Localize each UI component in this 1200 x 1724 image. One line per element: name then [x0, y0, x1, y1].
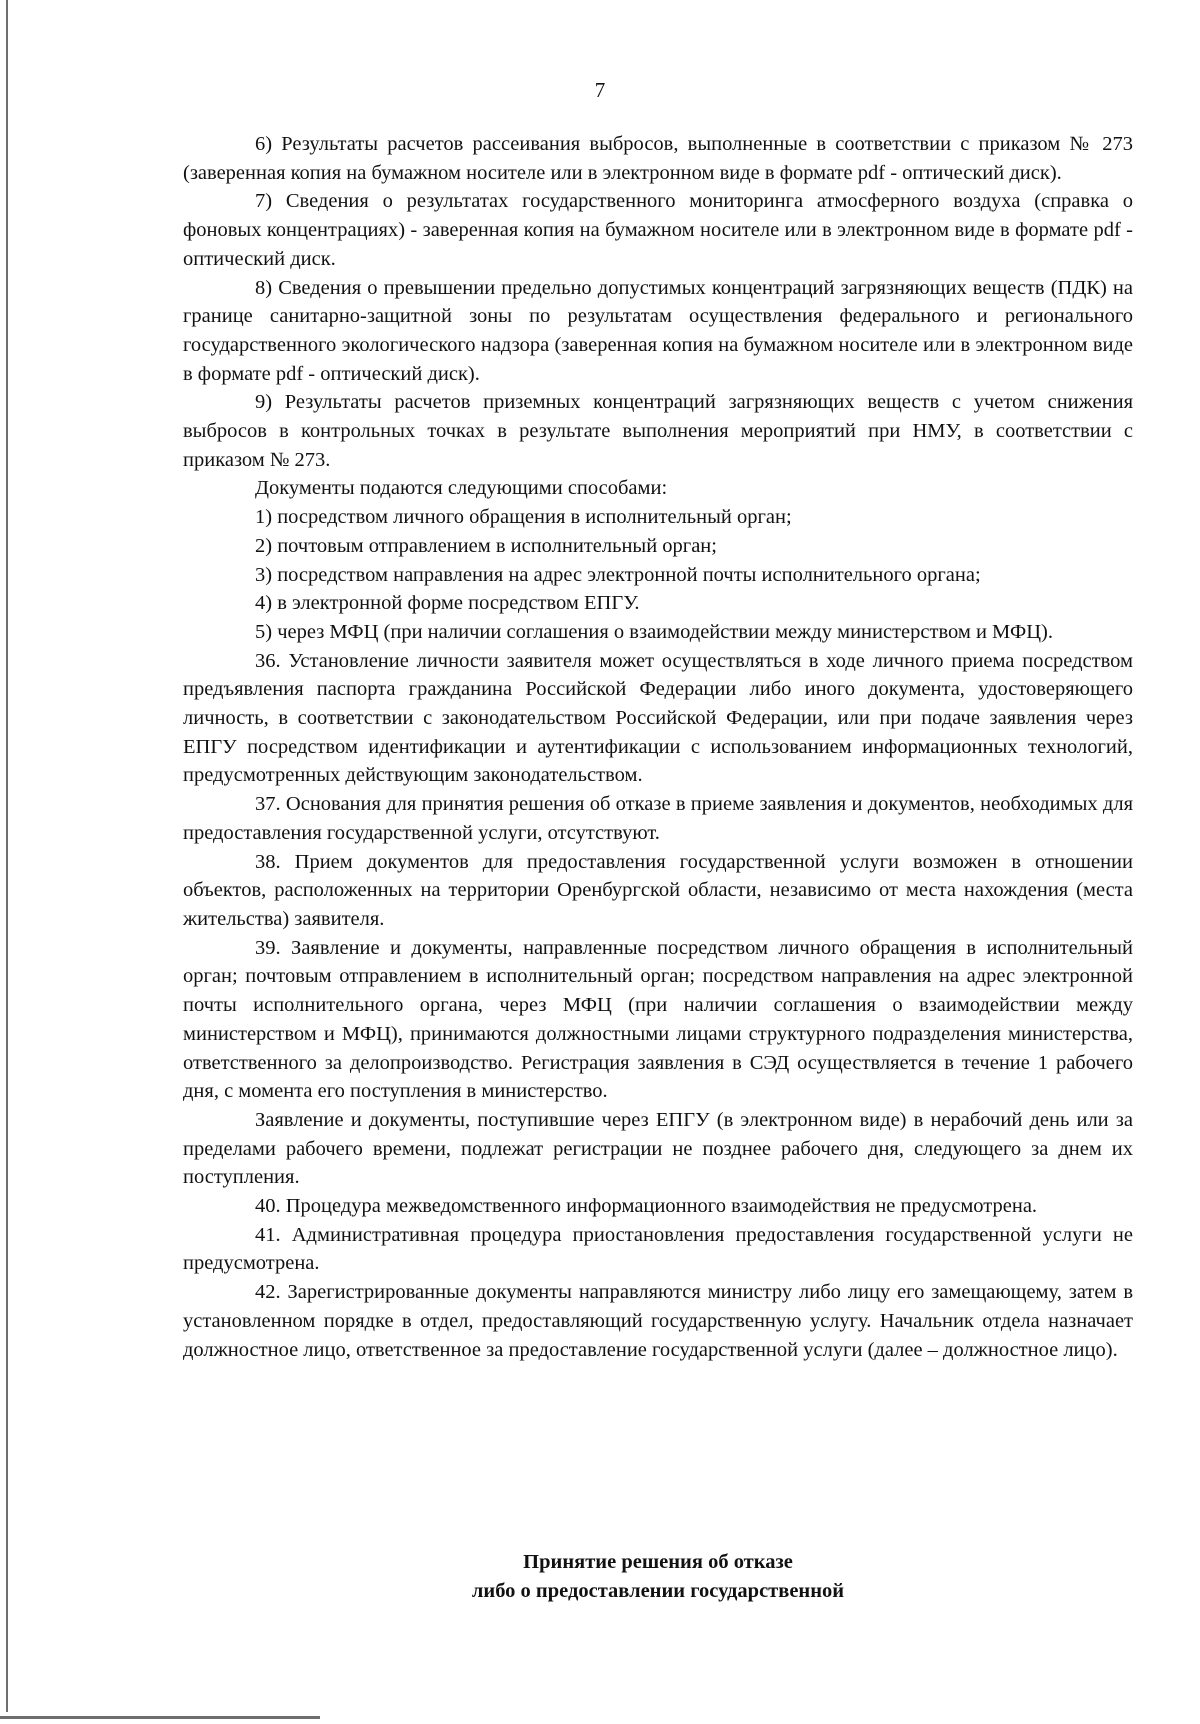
paragraph-clause-39-continued: Заявление и документы, поступившие через ЕПГУ (в электронном виде) в нерабочий день или за пределами рабочего времени, подлежат регистрации не позднее рабочего дня, следующего за днем их поступления.	[183, 1108, 1133, 1189]
paragraph-clause-36: 36. Установление личности заявителя может осуществляться в ходе личного приема посредством предъявления паспорта гражданина Российской Федерации либо иного документа, удостоверяющего личность, в соответствии с законодательством Российской Федерации, или при подаче заявления через ЕПГУ посредством идентификации и аутентификации с использованием информационных технологий, предусмотренных действующим законодательством.	[183, 649, 1133, 787]
paragraph-clause-40: 40. Процедура межведомственного информационного взаимодействия не предусмотрена.	[255, 1195, 1038, 1218]
page-number: 7	[594, 78, 606, 102]
section-heading	[183, 1548, 1133, 1606]
paragraph-clause-38: 38. Прием документов для предоставления государственной услуги возможен в отношении объектов, расположенных на территории Оренбургской области, независимо от места нахождения (места жительства) заявителя.	[183, 850, 1133, 930]
paragraph-method-3: 3) посредством направления на адрес электронной почты исполнительного органа;	[255, 563, 981, 586]
scan-edge-left	[6, 0, 8, 1712]
paragraph-clause-41: 41. Административная процедура приостановления предоставления государственной услуги не предусмотрена.	[183, 1223, 1133, 1275]
paragraph-item-8: 8) Сведения о превышении предельно допустимых концентраций загрязняющих веществ (ПДК) на границе санитарно-защитной зоны по результатам осуществления федерального и регионального государственного экологического надзора (заверенная копия на бумажном носителе или в электронном виде в формате pdf - оптический диск).	[183, 276, 1133, 385]
paragraph-clause-39: 39. Заявление и документы, направленные посредством личного обращения в исполнительный орган; почтовым отправлением в исполнительный орган; посредством направления на адрес электронной почты исполнительного органа, через МФЦ (при наличии соглашения о взаимодействии между министерством и МФЦ), принимаются должностными лицами структурного подразделения министерства, ответственного за делопроизводство. Регистрация заявления в СЭД осуществляется в течение 1 рабочего дня, с момента его поступления в министерство.	[183, 936, 1133, 1103]
paragraph-method-2: 2) почтовым отправлением в исполнительный орган;	[255, 534, 717, 557]
paragraph-item-7: 7) Сведения о результатах государственного мониторинга атмосферного воздуха (справка о фоновых концентрациях) - заверенная копия на бумажном носителе или в электронном виде в формате pdf - оптический диск.	[183, 190, 1133, 270]
scan-edge-bottom	[0, 1716, 320, 1719]
paragraph-clause-42: 42. Зарегистрированные документы направляются министру либо лицу его замещающему, затем в установленном порядке в отдел, предоставляющий государственную услугу. Начальник отдела назначает должностное лицо, ответственное за предоставление государственной услуги (далее – должностное лицо).	[183, 1281, 1133, 1361]
document-body	[183, 130, 1133, 1364]
section-heading-line-1: Принятие решения об отказе	[523, 1551, 793, 1573]
paragraph-method-1: 1) посредством личного обращения в исполнительный орган;	[255, 506, 792, 529]
paragraph-submission-methods: Документы подаются следующими способами:	[255, 477, 668, 500]
paragraph-method-4: 4) в электронной форме посредством ЕПГУ.	[255, 592, 640, 615]
paragraph-method-5: 5) через МФЦ (при наличии соглашения о взаимодействии между министерством и МФЦ).	[255, 620, 1053, 643]
paragraph-item-6: 6) Результаты расчетов рассеивания выбросов, выполненные в соответствии с приказом № 273 (заверенная копия на бумажном носителе или в электронном виде в формате pdf - оптический диск).	[183, 133, 1133, 184]
section-heading-line-2: либо о предоставлении государственной	[471, 1580, 845, 1602]
paragraph-clause-37: 37. Основания для принятия решения об отказе в приеме заявления и документов, необходимых для предоставления государственной услуги, отсутствуют.	[183, 793, 1133, 844]
paragraph-item-9: 9) Результаты расчетов приземных концентраций загрязняющих веществ с учетом снижения выбросов в контрольных точках в результате выполнения мероприятий при НМУ, в соответствии с приказом № 273.	[183, 391, 1133, 471]
